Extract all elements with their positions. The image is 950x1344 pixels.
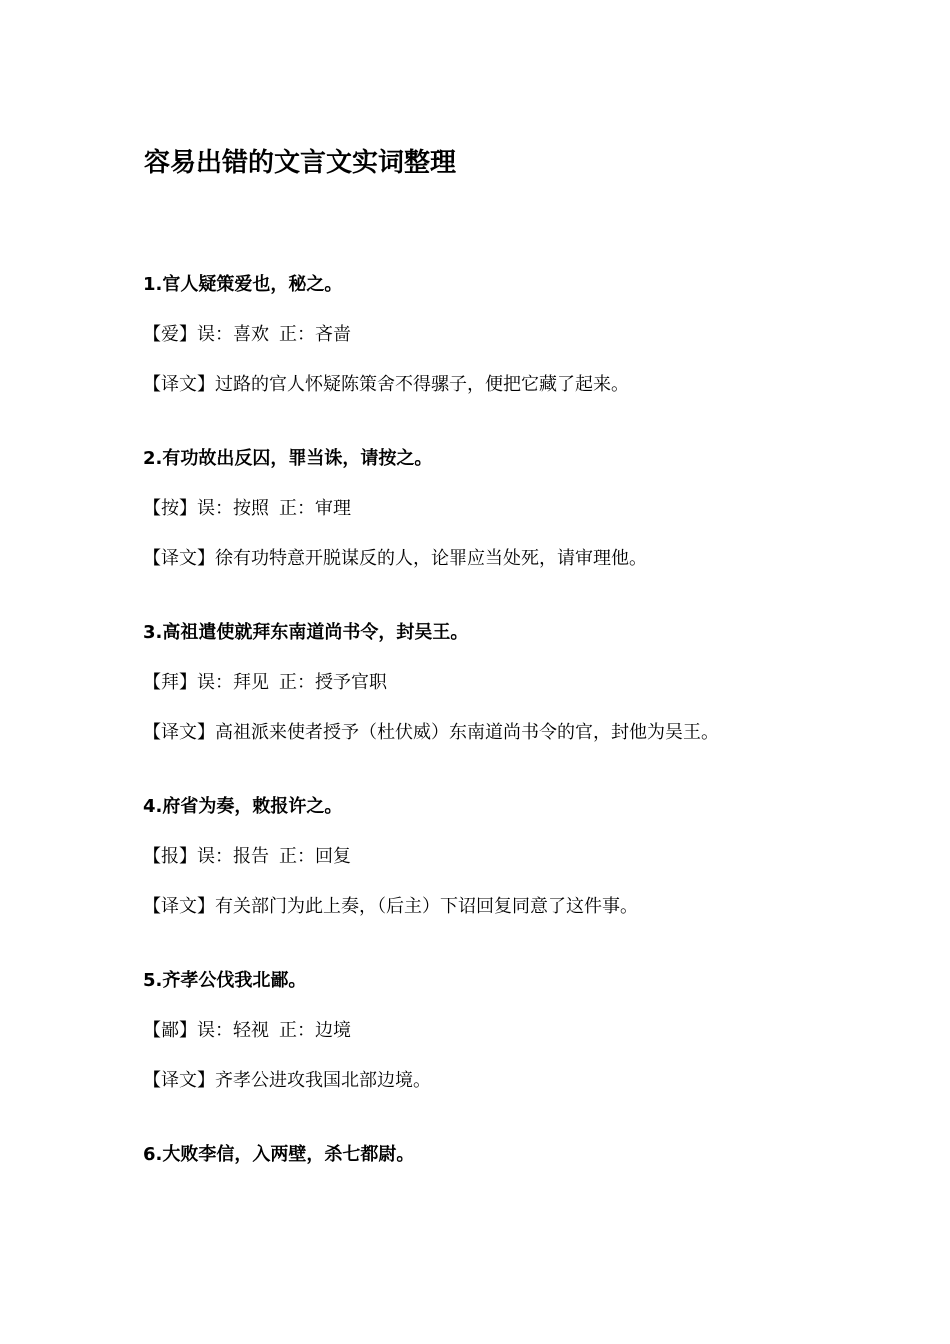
translation-tag: 【译文】 — [143, 548, 215, 569]
entry-5 — [143, 966, 903, 1140]
translation-line — [143, 1066, 431, 1096]
translation-line — [143, 544, 647, 574]
translation-text: 有关部门为此上奏，（后主）下诏回复同意了这件事。 — [215, 896, 638, 917]
wrong-meaning: 误：拜见 — [197, 672, 269, 693]
entry-2 — [143, 444, 903, 618]
word-tag: 【拜】 — [143, 672, 197, 693]
entry-1 — [143, 270, 903, 444]
right-meaning: 正：授予官职 — [279, 672, 387, 693]
right-meaning: 正：审理 — [279, 498, 351, 519]
translation-tag: 【译文】 — [143, 722, 215, 743]
translation-text: 徐有功特意开脱谋反的人，论罪应当处死，请审理他。 — [215, 548, 647, 569]
translation-line — [143, 370, 629, 400]
wrong-meaning: 误：报告 — [197, 846, 269, 867]
entry-heading: 5.齐孝公伐我北鄙。 — [143, 970, 307, 991]
translation-tag: 【译文】 — [143, 1070, 215, 1091]
entry-heading: 6.大败李信，入两壁，杀七都尉。 — [143, 1144, 415, 1165]
right-meaning: 正：边境 — [279, 1020, 351, 1041]
entry-list — [143, 270, 903, 1314]
right-meaning: 正：回复 — [279, 846, 351, 867]
translation-text: 高祖派来使者授予（杜伏威）东南道尚书令的官，封他为吴王。 — [215, 722, 719, 743]
translation-tag: 【译文】 — [143, 374, 215, 395]
entry-heading: 4.府省为奏，敕报许之。 — [143, 796, 343, 817]
entry-heading: 1.官人疑策爱也，秘之。 — [143, 274, 343, 295]
translation-text: 过路的官人怀疑陈策舍不得骡子，便把它藏了起来。 — [215, 374, 629, 395]
translation-text: 齐孝公进攻我国北部边境。 — [215, 1070, 431, 1091]
right-meaning: 正：吝啬 — [279, 324, 351, 345]
entry-6 — [143, 1140, 903, 1314]
translation-line — [143, 718, 719, 748]
word-meaning — [143, 1016, 351, 1046]
document-title: 容易出错的文言文实词整理 — [144, 148, 457, 178]
entry-4 — [143, 792, 903, 966]
wrong-meaning: 误：按照 — [197, 498, 269, 519]
translation-line — [143, 892, 638, 922]
word-meaning — [143, 320, 351, 350]
word-tag: 【鄙】 — [143, 1020, 197, 1041]
word-tag: 【报】 — [143, 846, 197, 867]
word-meaning — [143, 668, 387, 698]
translation-tag: 【译文】 — [143, 896, 215, 917]
wrong-meaning: 误：轻视 — [197, 1020, 269, 1041]
word-tag: 【按】 — [143, 498, 197, 519]
entry-3 — [143, 618, 903, 792]
entry-heading: 3.高祖遣使就拜东南道尚书令，封吴王。 — [143, 622, 469, 643]
entry-heading: 2.有功故出反囚，罪当诛，请按之。 — [143, 448, 433, 469]
wrong-meaning: 误：喜欢 — [197, 324, 269, 345]
word-meaning — [143, 494, 351, 524]
word-tag: 【爱】 — [143, 324, 197, 345]
word-meaning — [143, 842, 351, 872]
